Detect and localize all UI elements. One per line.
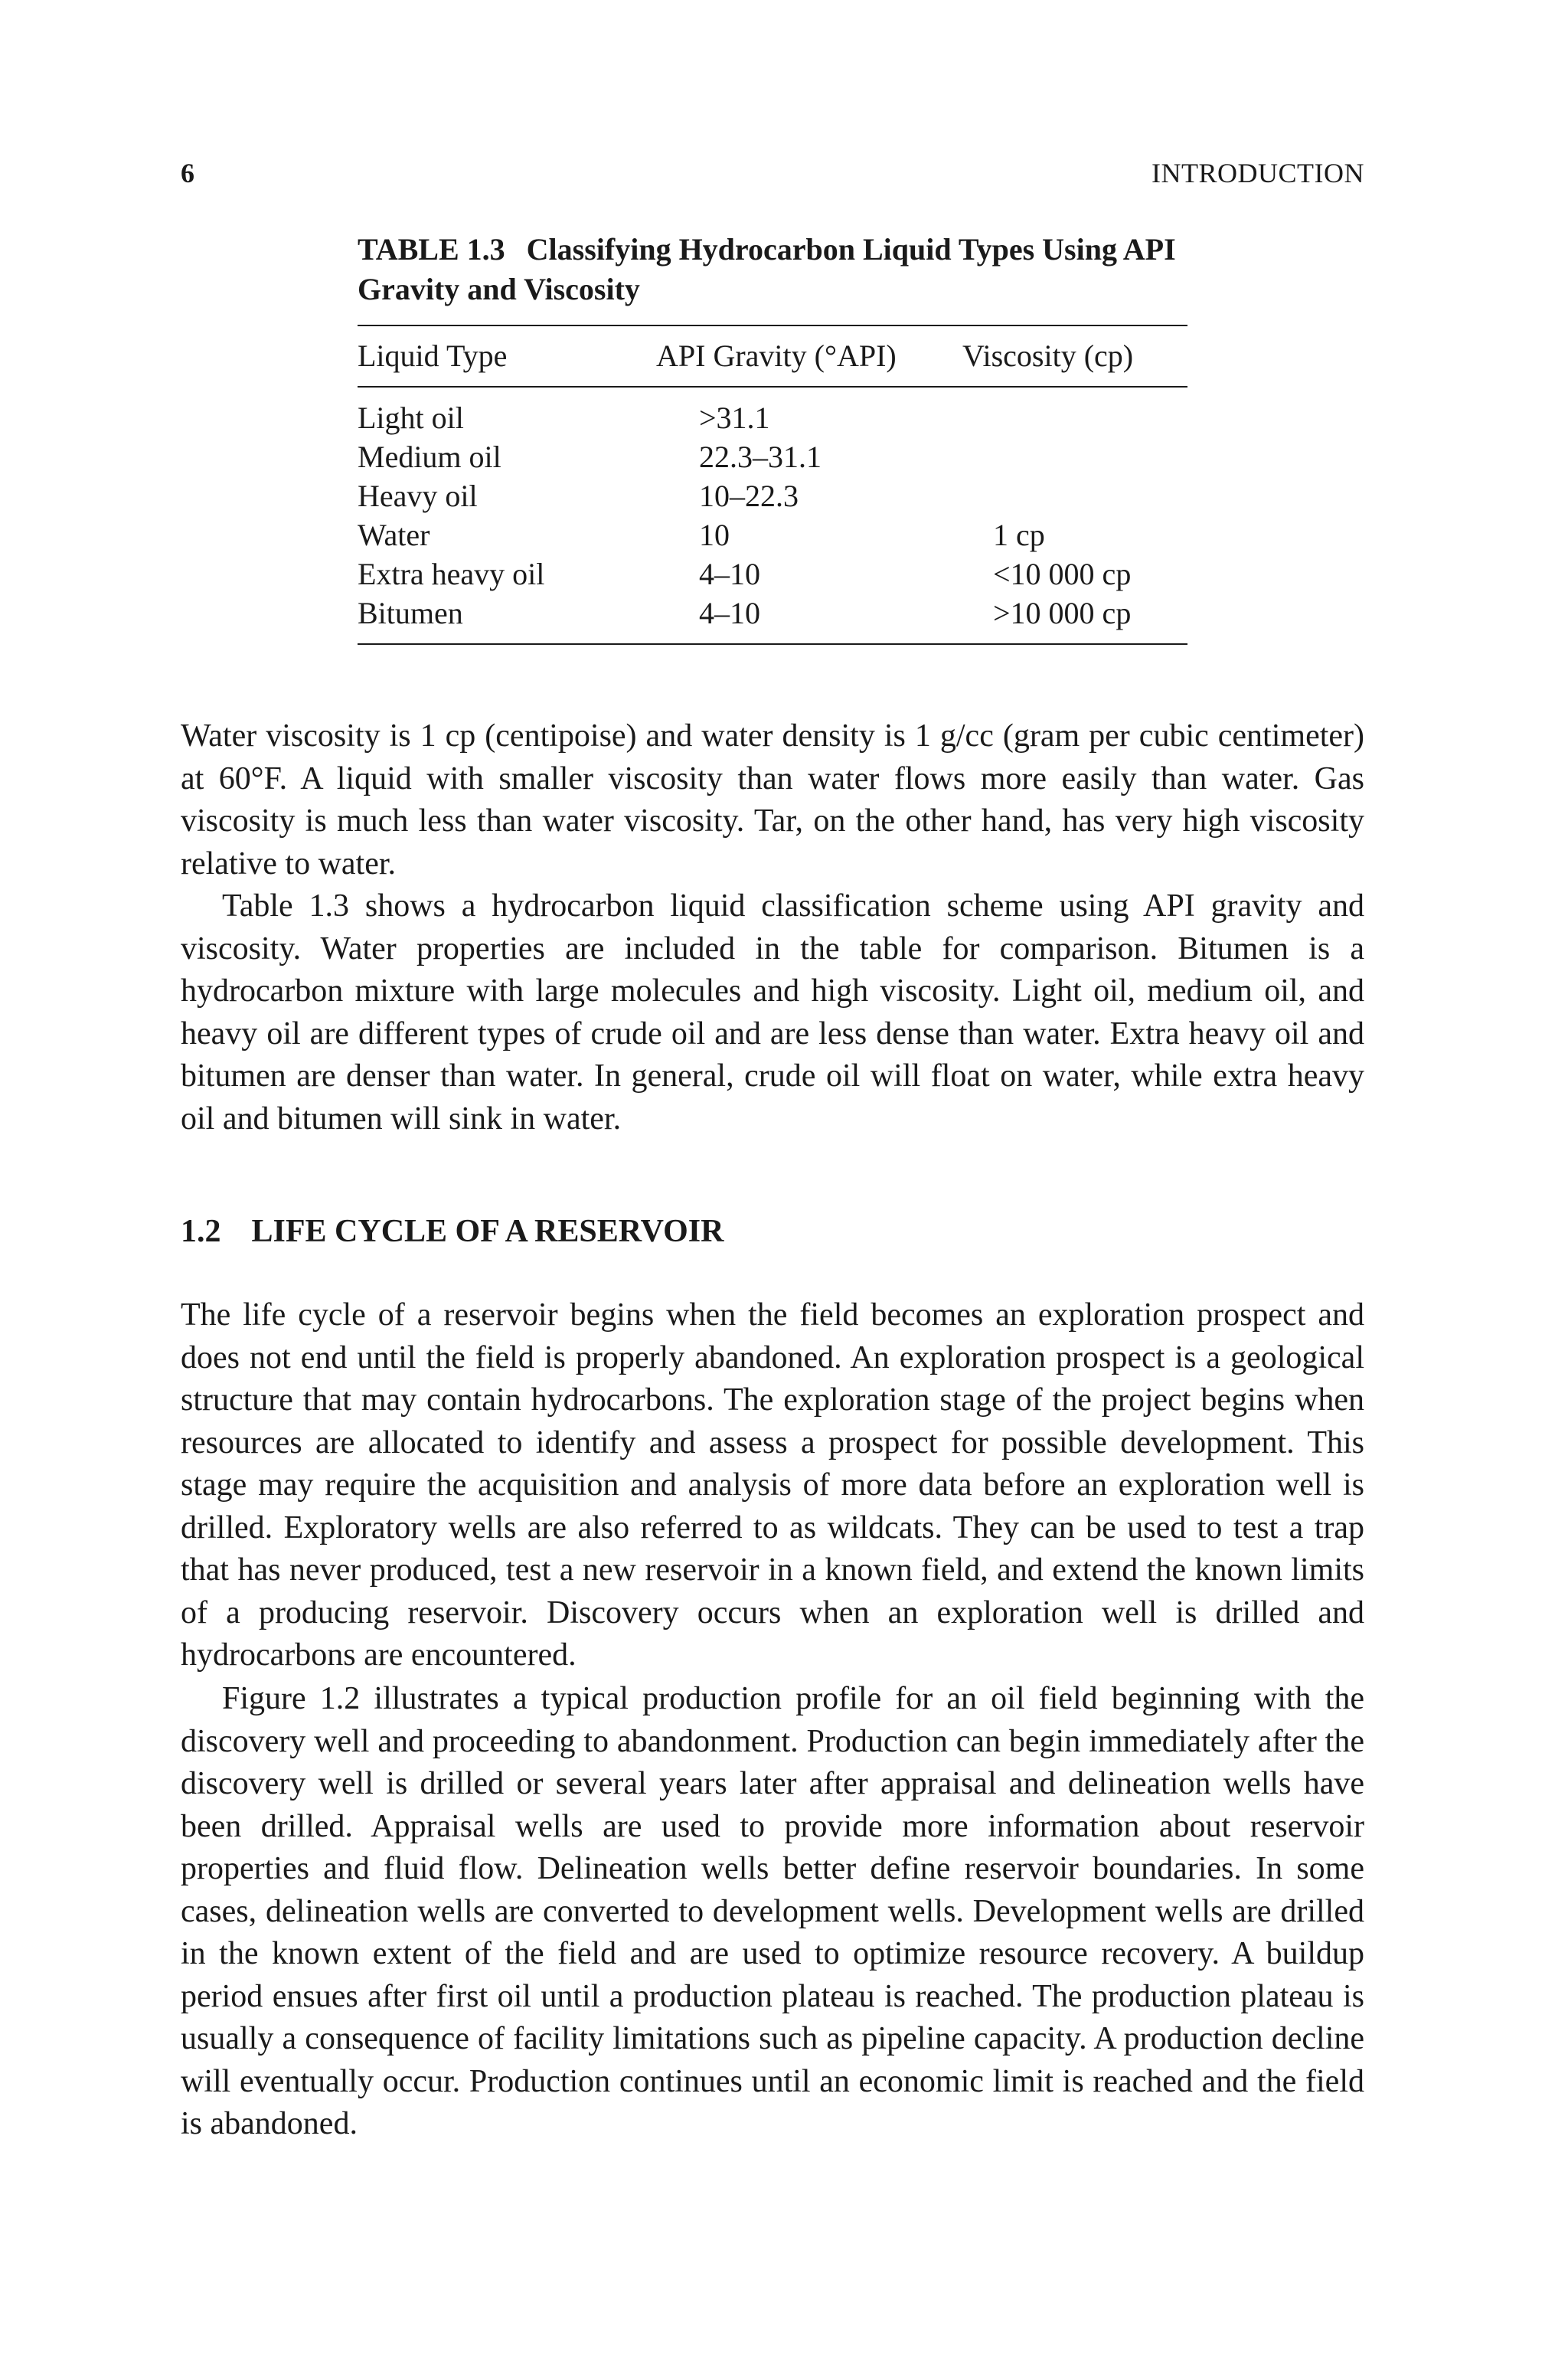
cell-viscosity: >10 000 cp	[962, 594, 1187, 644]
cell-viscosity: 1 cp	[993, 518, 1045, 552]
table-caption-label: TABLE 1.3	[358, 232, 505, 267]
table-row	[358, 594, 1187, 644]
paragraph-water-viscosity: Water viscosity is 1 cp (centipoise) and water density is 1 g/cc (gram per cubic centimeter) at 60°F. A liquid with smaller viscosity than water flows more easily than water. Gas viscosity is much less than water viscosity. Tar, on the other hand, has very high viscosity relative to water.	[181, 718, 1364, 881]
cell-liquid-type: Medium oil	[358, 440, 501, 474]
table-row	[358, 476, 1187, 515]
running-title: INTRODUCTION	[1152, 158, 1364, 188]
section-title: LIFE CYCLE OF A RESERVOIR	[251, 1214, 724, 1249]
cell-api-gravity: 4–10	[699, 557, 760, 591]
cell-api-gravity: 4–10	[656, 594, 962, 644]
page-number: 6	[181, 158, 194, 188]
table-row	[358, 387, 1187, 437]
table-row	[358, 437, 1187, 476]
cell-liquid-type: Light oil	[358, 401, 464, 435]
column-header-viscosity: Viscosity (cp)	[962, 325, 1187, 387]
table-1-3	[358, 230, 1187, 645]
cell-viscosity	[962, 476, 1187, 515]
cell-liquid-type: Heavy oil	[358, 479, 478, 513]
cell-api-gravity: 10–22.3	[699, 479, 799, 513]
column-header-liquid-type: Liquid Type	[358, 325, 656, 387]
cell-liquid-type: Water	[358, 518, 430, 552]
cell-liquid-type: Extra heavy oil	[358, 557, 545, 591]
cell-viscosity	[962, 387, 1187, 437]
section-number: 1.2	[181, 1214, 221, 1249]
table-caption-title: Classifying Hydrocarbon Liquid Types Using API Gravity and Viscosity	[358, 232, 1176, 306]
paragraph-life-cycle: The life cycle of a reservoir begins when the field becomes an exploration prospect and does not end until the field is properly abandoned. An exploration prospect is a geological structure that may contain hydrocarbons. The exploration stage of the project begins when resources are allocated to identify and assess a prospect for possible development. This stage may require the acquisition and analysis of more data before an exploration well is drilled. Exploratory wells are also referred to as wildcats. They can be used to test a trap that has never produced, test a new reservoir in a known field, and extend the known limits of a producing reservoir. Discovery occurs when an exploration well is drilled and hydrocarbons are encountered.	[181, 1297, 1364, 1673]
paragraph-production-profile: Figure 1.2 illustrates a typical production profile for an oil field beginning with the discovery well and proceeding to abandonment. Production can begin immediately after the discovery well is drilled or several years later after appraisal and delineation wells have been drilled. Appraisal wells are used to provide more information about reservoir properties and fluid flow. Delineation wells better define reservoir boundaries. In some cases, delineation wells are converted to development wells. Development wells are drilled in the known extent of the field and are used to optimize resource recovery. A buildup period ensues after first oil until a production plateau is reached. The production plateau is usually a consequence of facility limitations such as pipeline capacity. A production decline will eventually occur. Production continues until an economic limit is reached and the field is abandoned.	[181, 1681, 1364, 2141]
running-head	[181, 152, 1364, 195]
cell-liquid-type: Bitumen	[358, 594, 656, 644]
table-row	[358, 515, 1187, 554]
cell-viscosity: <10 000 cp	[993, 557, 1132, 591]
section-heading	[181, 1210, 724, 1253]
cell-viscosity	[962, 437, 1187, 476]
paragraph-classification-scheme: Table 1.3 shows a hydrocarbon liquid classification scheme using API gravity and viscosity. Water properties are included in the table for comparison. Bitumen is a hydrocarbon mixture with large molecules and high viscosity. Light oil, medium oil, and heavy oil are different types of crude oil and are less dense than water. Extra heavy oil and bitumen are denser than water. In general, crude oil will float on water, while extra heavy oil and bitumen will sink in water.	[181, 888, 1364, 1137]
cell-api-gravity: >31.1	[699, 401, 770, 435]
table-row	[358, 554, 1187, 594]
cell-api-gravity: 22.3–31.1	[699, 440, 822, 474]
table-caption	[358, 230, 1187, 309]
table-header-row	[358, 325, 1187, 387]
classification-table	[358, 325, 1187, 645]
column-header-api-gravity: API Gravity (°API)	[656, 325, 962, 387]
cell-api-gravity: 10	[699, 518, 730, 552]
